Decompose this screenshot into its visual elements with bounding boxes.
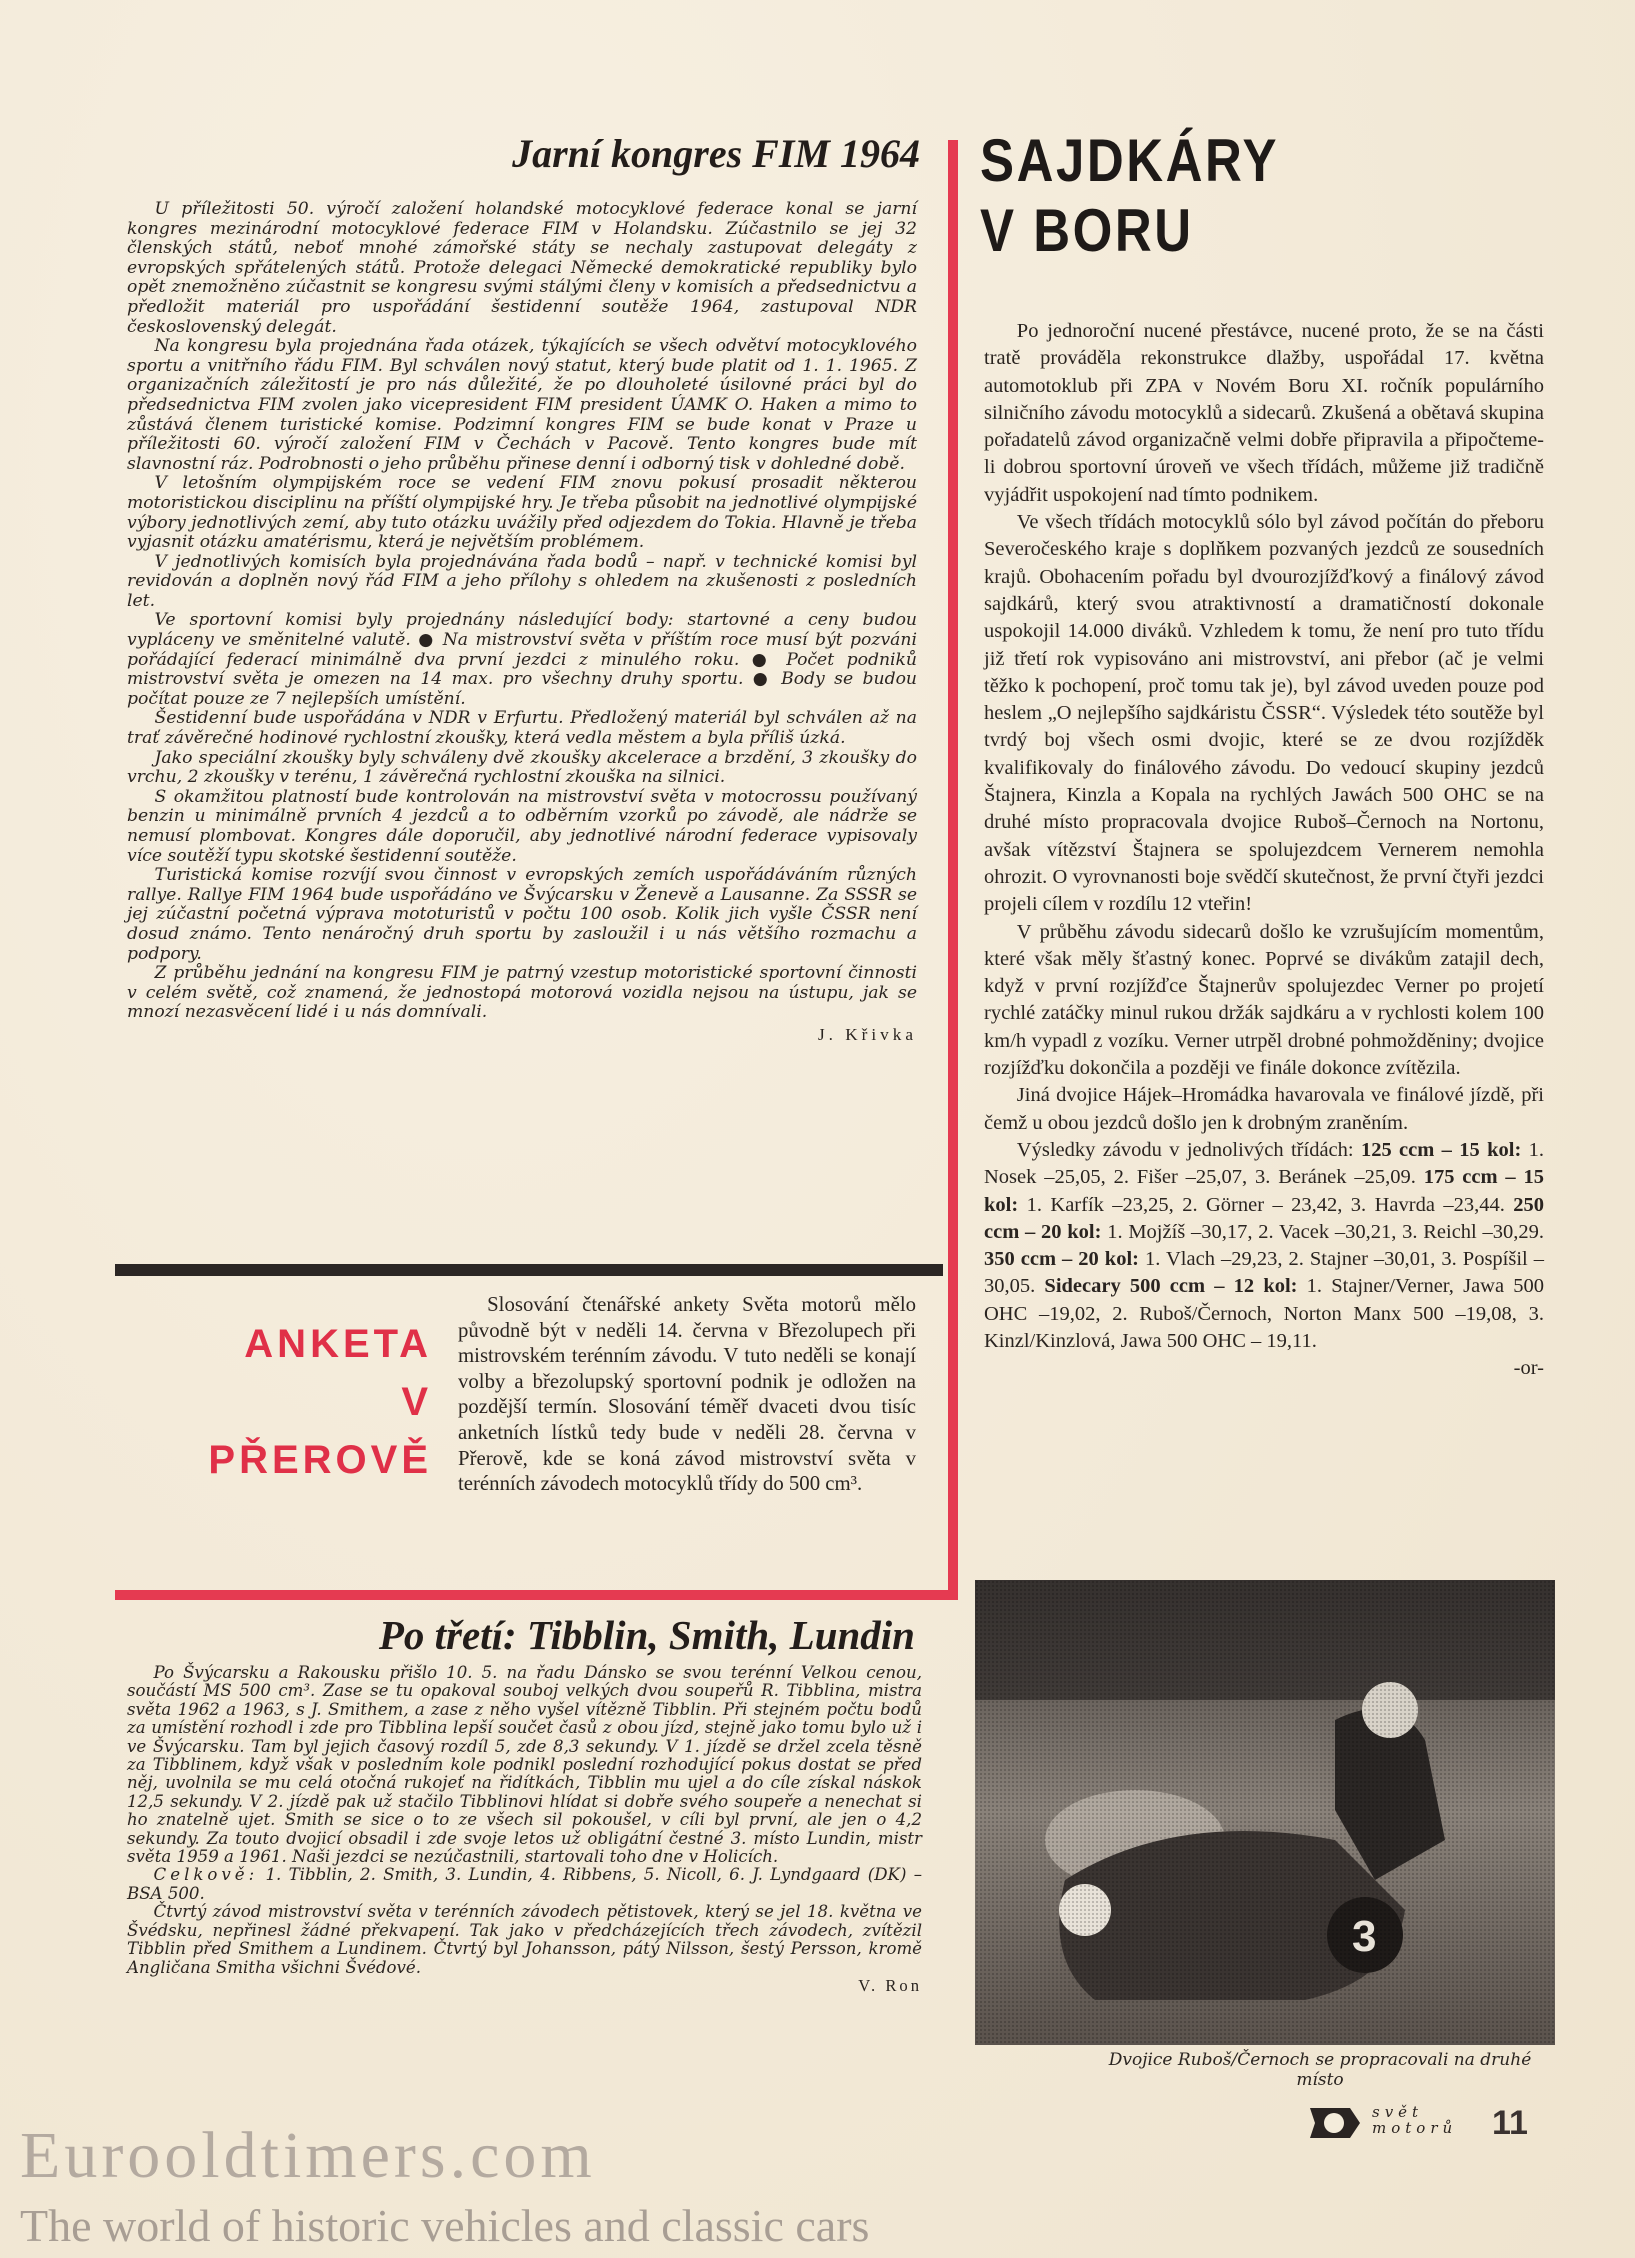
anketa-title bbox=[172, 1315, 432, 1489]
race-number: 3 bbox=[1352, 1912, 1377, 1961]
result-class-label: Sidecary 500 ccm – 12 kol: bbox=[1044, 1275, 1298, 1298]
paragraph: Jiná dvojice Hájek–Hromádka havarovala ve finálové jízdě, při čemž u obou jezdců došlo jen k drobným zraněním. bbox=[984, 1084, 1544, 1134]
author-signature: -or- bbox=[1513, 1357, 1544, 1380]
sidecar-race-photo bbox=[975, 1580, 1555, 2045]
title-line: ANKETA bbox=[244, 1322, 432, 1366]
paragraph: V letošním olympijském roce se vedení FIM znovu pokusí prosadit některou motoristickou disciplinu na příští olympijské hry. Je třeba působit na jednotlivé olympijské výbory jednotlivých zemí, aby tuto otázku uvážily před odjezdem do Tokia. Hlavně je třeba vyjasnit otázku amatérismu, která je největším problémem. bbox=[127, 473, 917, 553]
result-text: 1. Stajner/Verner, Jawa 500 OHC –19,02, 2. Ruboš/Černoch, Norton Manx 500 –19,08, 3. Kinzl/Kinzlová, Jawa 500 OHC – 19,11. bbox=[984, 1275, 1544, 1352]
article-fim-body bbox=[127, 200, 917, 1045]
paragraph: Na kongresu byla projednána řada otázek, týkajících se všech odvětví motocyklového sportu a vnitřního řádu FIM. Byl schválen nový statut, který bude platit od 1. 1. 1965. Z organizačních záležitostí je pro nás důležité, že po dlouholeté úsilovné práci byl do předsednictva FIM zvolen jako vicepresident FIM president ÚAMK O. Haken a mimo to zůstává členem turistické komise. Podzimní kongres FIM se bude konat v Praze u příležitosti 60. výročí založení FIM v Čechách v Pacově. Tento kongres bude mít slavnostní ráz. Podrobnosti o jeho průběhu přinese denní i odborný tisk v dohledné době. bbox=[127, 336, 917, 474]
svet-motoru-logo-icon bbox=[1310, 2108, 1360, 2138]
paragraph: Po Švýcarsku a Rakousku přišlo 10. 5. na řadu Dánsko se svou terénní Velkou cenou, součástí MS 500 cm³. Zase se tu opakoval souboj velkých dvou soupeřů R. Tibblina, mistra světa 1962 a 1963, s J. Smithem, a zase z něho vyšel vítězně Tibblin. Při stejném počtu bodů za umístění rozhodl i zde pro Tibblina lepší součet časů z obou jízd, stejně jako tomu bylo už i ve Švýcarsku. Tam byl jejich časový rozdíl 5, zde 8,3 sekundy. V 1. jízdě se držel zcela těsně za Tibblinem, když však v posledním kole podnikl poslední rozhodující pokus dostat se před něj, uvolnila se mu celá otočná rukojeť na řidítkách, Tibblin mu ujel a do cíle získal náskok 12,5 sekundy. V 2. jízdě pak už stačilo Tibblinovi hlídat si dobře svého soupeře a nenechat si ho znatelně ujet. Smith se sice o to ze všech sil pokoušel, v cíli byl první, ale jen o 4,2 sekundy. Za touto dvojicí obsadil i zde svoje letos už obligátní čestné 3. místo Lundin, mistr světa 1959 a 1961. Naši jezdci se nezúčastnili, startovali toho dne v Holicích. bbox=[127, 1663, 922, 1867]
paragraph: Po jednoroční nucené přestávce, nucené proto, že se na části tratě prováděla rekonstrukce dlažby, uspořádal 17. května automotoklub při ZPA v Novém Boru XI. ročník populárního silničního závodu motocyklů a sidecarů. Zkušená a obětavá skupina pořadatelů závod organizačně velmi dobře připravila a připočteme-li dobrou sportovní úroveň ve všech třídách, můžeme již tradičně vyjádřit uspokojení nad tímto podnikem. bbox=[984, 320, 1544, 506]
article-sajdkary-body bbox=[984, 318, 1544, 1383]
red-section-divider bbox=[115, 1590, 958, 1600]
overall-label: Celkově: bbox=[153, 1865, 259, 1885]
article-title-sajdkary bbox=[980, 126, 1320, 266]
article-title-fim-congress: Jarní kongres FIM 1964 bbox=[512, 131, 920, 176]
result-text: 1. Mojžíš –30,17, 2. Vacek –30,21, 3. Reichl –30,29. bbox=[1101, 1220, 1544, 1243]
author-byline: V. Ron bbox=[858, 1975, 922, 1995]
result-class-label: 250 ccm – 20 kol: bbox=[984, 1193, 1544, 1243]
paragraph-overall bbox=[127, 1866, 922, 1903]
red-column-divider bbox=[948, 140, 958, 1600]
sidecar-photo-illustration bbox=[975, 1580, 1555, 2045]
paragraph: Jako speciální zkoušky byly schváleny dvě zkoušky akcelerace a brzdění, 3 zkoušky do vrchu, 2 zkoušky v terénu, 1 závěrečná rychlostní zkouška na silnici. bbox=[127, 747, 917, 788]
race-results bbox=[984, 1137, 1544, 1355]
paragraph: V průběhu závodu sidecarů došlo ke vzrušujícím momentům, které však měly šťastný konec. Poprvé se divákům zatajil dech, když v první rozjížďce Štajnerův spolujezdec Verner po projetí rychlé zatáčky minul rukou držák sajdkáru a v rychlosti kolem 100 km/h vypadl z vozíku. Verner utrpěl drobné pohmožděniny; dvojice rozjížďku dokončila a později ve finále dokonce zvítězila. bbox=[984, 920, 1544, 1080]
article-title-tibblin: Po třetí: Tibblin, Smith, Lundin bbox=[378, 1612, 915, 1658]
paragraph: Čtvrtý závod mistrovství světa v terénních závodech pětistovek, který se jel 18. května ve Švédsku, nepřinesl žádné překvapení. Tak jako v předcházejících třech závodech, zvítězil Tibblin před Smithem a Lundinem. Čtvrtý byl Johansson, pátý Nilsson, šestý Persson, kromě Angličana Smitha všichni Švédové. bbox=[127, 1902, 922, 1977]
result-text: Výsledky závodu v jednolivých třídách: bbox=[1016, 1138, 1361, 1161]
paragraph: S okamžitou platností bude kontrolován na mistrovství světa v motocrossu používaný benzin u minimálně prvních 4 jezdců a to odběrním vzorků po závodě, ale nádrže se nemusí plombovat. Kongres dále doporučil, aby jednotlivé národní federace vypisovaly více soutěží typu skotské šestidenní soutěže. bbox=[127, 786, 917, 866]
magazine-name bbox=[1372, 2104, 1457, 2136]
watermark-site: Eurooldtimers.com bbox=[20, 2119, 596, 2192]
overall-results: 1. Tibblin, 2. Smith, 3. Lundin, 4. Ribbens, 5. Nicoll, 6. J. Lyndgaard (DK) – BSA 500. bbox=[127, 1865, 922, 1903]
result-text: 1. Karfík –23,25, 2. Görner – 23,42, 3. Havrda –23,44. bbox=[1018, 1193, 1514, 1216]
paragraph: Šestidenní bude uspořádána v NDR v Erfurtu. Předložený materiál byl schválen až na trať závěrečné hodinové rychlostní zkoušky, která vedla městem a byla příliš úzká. bbox=[127, 708, 917, 749]
photo-caption: Dvojice Ruboš/Černoch se propracovali na druhé místo bbox=[1108, 2050, 1532, 2090]
author-byline: J. Křivka bbox=[817, 1024, 917, 1044]
result-text: 1. Nosek –25,05, 2. Fišer –25,07, 3. Beránek –25,09. bbox=[984, 1138, 1545, 1189]
watermark-tagline: The world of historic vehicles and classic cars bbox=[20, 2200, 870, 2251]
article-tibblin-body bbox=[127, 1664, 922, 1995]
result-class-label: 125 ccm – 15 kol: bbox=[1360, 1138, 1522, 1161]
paragraph: V jednotlivých komisích byla projednávána řada bodů – např. v technické komisi byl revidován a doplněn nový řád FIM a jeho přílohy s ohledem na zkušenosti z posledních let. bbox=[127, 551, 917, 611]
result-class-label: 350 ccm – 20 kol: bbox=[984, 1248, 1139, 1271]
title-line: V BORU bbox=[980, 197, 1194, 264]
paragraph: U příležitosti 50. výročí založení holandské motocyklové federace konal se jarní kongres mezinárodní motocyklové federace FIM v Holandsku. Zúčastnilo se jej 32 členských států, neboť mnohé zámořské státy se nechaly zastupovat delegáty z evropských spřátelených států. Protože delegaci Německé demokratické republiky bylo opět znemožněno zúčastnit se kongresu svými stálými členy v komisích a předsednictvu a předložit materiál pro uspořádání šestidenní soutěže 1964, zastupoval NDR československý delegát. bbox=[127, 199, 917, 337]
paragraph: Turistická komise rozvíjí svou činnost v evropských zemích uspořádáváním různých rallye. Rallye FIM 1964 bude uspořádáno ve Švýcarsku v Ženevě a Lausanne. Za SSSR se jej zúčastní početná výprava mototuristů v počtu 100 osob. Kolik jich vyšle ČSSR není dosud známo. Tento nenáročný druh sportu by zasloužil i u nás většího rozmachu a podpory. bbox=[127, 865, 917, 964]
magazine-name-line: motorů bbox=[1372, 2119, 1458, 2137]
paragraph: Slosování čtenářské ankety Světa motorů mělo původně být v neděli 14. června v Březolupech při mistrovském terénním závodu. V tuto neděli se konají volby a březolupský sportovní podnik je odložen na pozdější termín. Slosování téměř dvaceti dvou tisíc anketních lístků tedy bude v neděli 28. června v Přerově, kde se koná závod mistrovství světa v terénních závodech motocyklů třídy do 500 cm³. bbox=[458, 1293, 916, 1496]
paragraph: Ve všech třídách motocyklů sólo byl závod počítán do přeboru Severočeského kraje s doplňkem pozvaných jezdců ze sousedních krajů. Obohacením pořadu byl dvourozjížďkový a finálový závod sajdkárů, který svou atraktivností a dramatičností dokonale uspokojil 14.000 diváků. Vzhledem k tomu, že není pro tuto třídu již třetí rok vypisováno ani mistrovství, ani přebor (ač je velmi těžko k pochopení, proč tomu tak je), byl závod uveden pouze pod heslem „O nejlepšího sajdkáristu ČSSR“. Výsledek této soutěže byl tvrdý boj všech osmi dvojic, které se ze dvou rozjížděk kvalifikovaly do finálového závodu. Do vedoucí skupiny jezdců Štajnera, Kinzla a Kopala na rychlých Jawách 500 OHC se na druhé místo propracovala dvojice Ruboš–Černoch na Nortonu, avšak vítězství Štajnera se spolujezdcem Vernerem nemohla ohrozit. O vyrovnanosti boje svědčí skutečnost, že první čtyři jezdci projeli cílem v rozdílu 12 vteřin! bbox=[984, 511, 1544, 916]
paragraph: Z průběhu jednání na kongresu FIM je patrný vzestup motoristické sportovní činnosti v celém světě, což znamená, že jednostopá motorová vozidla nejsou na ústupu, jak se mnozí nezasvěcení lidé i u nás domnívali. bbox=[127, 963, 917, 1023]
paragraph: Ve sportovní komisi byly projednány následující body: startovné a ceny budou vypláceny ve směnitelné valutě. ● Na mistrovství světa v příštím roce musí být pozváni pořádající federací minimálně dva první jezdci z minulého roku. ● Počet podniků mistrovství světa je omezen na 14 max. pro všechny druhy sportu. ● Body se budou počítat pouze ze 7 nejlepších umístění. bbox=[127, 610, 917, 709]
anketa-body bbox=[458, 1292, 916, 1497]
title-line: V PŘEROVĚ bbox=[208, 1380, 432, 1482]
black-section-divider bbox=[115, 1264, 943, 1276]
page-number: 11 bbox=[1492, 2104, 1528, 2142]
result-text: 1. Vlach –29,23, 2. Stajner –30,01, 3. Pospíšil –30,05. bbox=[984, 1248, 1545, 1298]
result-class-label: 175 ccm – 15 kol: bbox=[984, 1166, 1544, 1216]
title-line: SAJDKÁRY bbox=[980, 127, 1280, 194]
magazine-name-line: svět bbox=[1372, 2103, 1424, 2121]
